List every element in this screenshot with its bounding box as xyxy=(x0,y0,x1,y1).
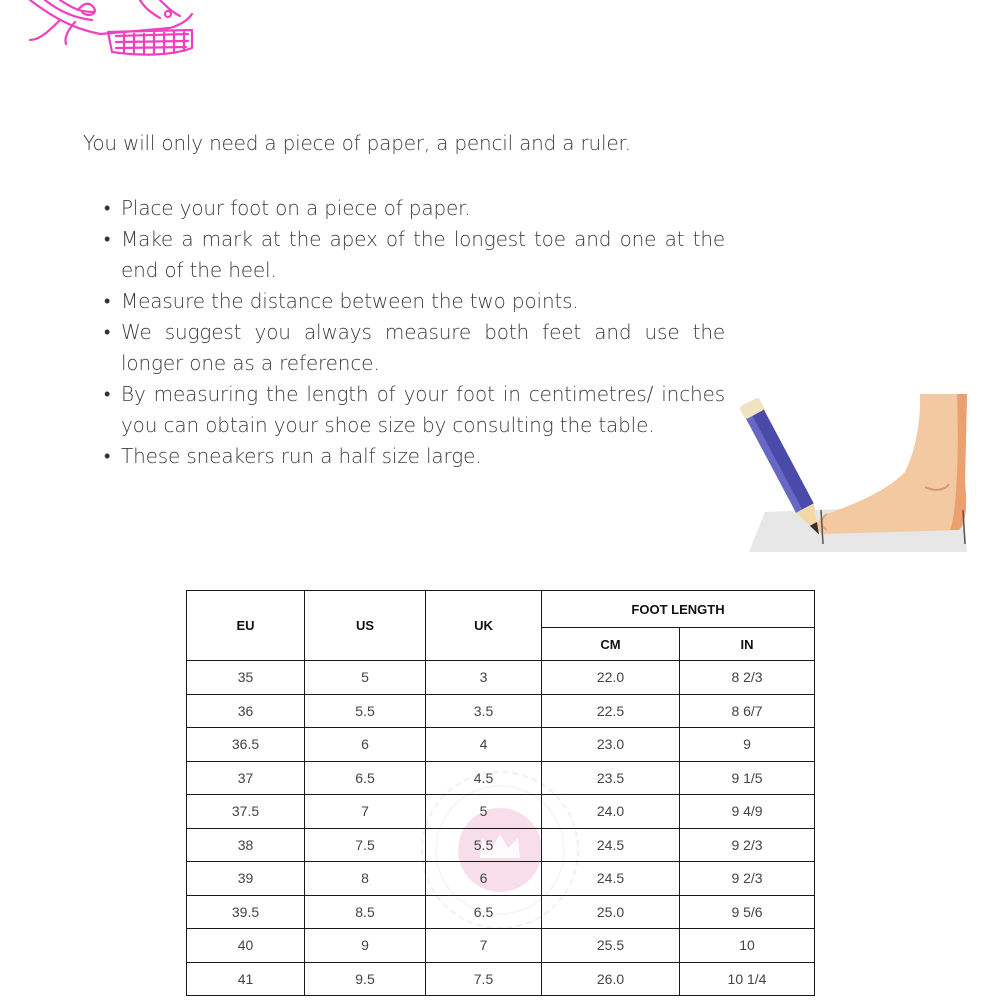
cell-uk: 3.5 xyxy=(426,694,542,728)
cell-uk: 4.5 xyxy=(426,761,542,795)
cell-in: 9 xyxy=(680,728,815,762)
cell-us: 8 xyxy=(305,862,426,896)
step-text: Make a mark at the apex of the longest toe and one at the end of the heel. xyxy=(121,227,725,282)
step-text: Place your foot on a piece of paper. xyxy=(121,196,471,220)
cell-us: 9 xyxy=(305,929,426,963)
table-row xyxy=(187,929,815,963)
header-in: IN xyxy=(680,628,815,661)
cell-eu: 39 xyxy=(187,862,305,896)
bullet-icon: • xyxy=(104,291,111,312)
list-item xyxy=(104,317,725,379)
cell-eu: 39.5 xyxy=(187,895,305,929)
list-item xyxy=(104,379,725,441)
cell-cm: 22.5 xyxy=(542,694,680,728)
header-foot-length: FOOT LENGTH xyxy=(542,591,815,628)
cell-eu: 36 xyxy=(187,694,305,728)
cell-cm: 24.0 xyxy=(542,795,680,829)
cell-in: 8 2/3 xyxy=(680,661,815,695)
cell-us: 5 xyxy=(305,661,426,695)
cell-uk: 6 xyxy=(426,862,542,896)
cell-eu: 41 xyxy=(187,962,305,996)
cell-in: 10 xyxy=(680,929,815,963)
cell-in: 9 1/5 xyxy=(680,761,815,795)
table-body xyxy=(187,661,815,996)
cell-cm: 26.0 xyxy=(542,962,680,996)
cell-cm: 25.0 xyxy=(542,895,680,929)
list-item xyxy=(104,441,725,472)
cell-in: 9 2/3 xyxy=(680,862,815,896)
table-row xyxy=(187,761,815,795)
cell-uk: 6.5 xyxy=(426,895,542,929)
table-row xyxy=(187,828,815,862)
bullet-icon: • xyxy=(104,322,111,343)
table-row xyxy=(187,862,815,896)
header-cm: CM xyxy=(542,628,680,661)
cell-in: 9 2/3 xyxy=(680,828,815,862)
cell-uk: 5.5 xyxy=(426,828,542,862)
size-chart-table xyxy=(186,590,815,996)
step-text: These sneakers run a half size large. xyxy=(121,444,482,468)
cell-eu: 38 xyxy=(187,828,305,862)
cell-cm: 22.0 xyxy=(542,661,680,695)
cell-uk: 5 xyxy=(426,795,542,829)
table-row xyxy=(187,661,815,695)
cell-us: 9.5 xyxy=(305,962,426,996)
foot-measure-illustration xyxy=(735,392,975,554)
cell-eu: 36.5 xyxy=(187,728,305,762)
step-text: By measuring the length of your foot in centimetres/ inches you can obtain your shoe size by consulting the table. xyxy=(121,382,725,437)
bullet-icon: • xyxy=(104,229,111,250)
bullet-icon: • xyxy=(104,198,111,219)
cell-eu: 37.5 xyxy=(187,795,305,829)
bullet-icon: • xyxy=(104,384,111,405)
cell-uk: 7.5 xyxy=(426,962,542,996)
cell-us: 5.5 xyxy=(305,694,426,728)
cell-cm: 23.0 xyxy=(542,728,680,762)
cell-us: 6.5 xyxy=(305,761,426,795)
cell-uk: 7 xyxy=(426,929,542,963)
cell-in: 10 1/4 xyxy=(680,962,815,996)
cell-eu: 35 xyxy=(187,661,305,695)
instruction-list xyxy=(103,193,725,472)
table-row xyxy=(187,728,815,762)
cell-cm: 25.5 xyxy=(542,929,680,963)
intro-text: You will only need a piece of paper, a pencil and a ruler. xyxy=(83,131,631,155)
header-uk: UK xyxy=(426,591,542,661)
cell-cm: 24.5 xyxy=(542,828,680,862)
cell-cm: 24.5 xyxy=(542,862,680,896)
cell-cm: 23.5 xyxy=(542,761,680,795)
step-text: We suggest you always measure both feet and use the longer one as a reference. xyxy=(121,320,725,375)
cell-us: 6 xyxy=(305,728,426,762)
header-eu: EU xyxy=(187,591,305,661)
table-row xyxy=(187,795,815,829)
header-us: US xyxy=(305,591,426,661)
cell-eu: 40 xyxy=(187,929,305,963)
cell-eu: 37 xyxy=(187,761,305,795)
cell-in: 9 5/6 xyxy=(680,895,815,929)
cell-us: 7 xyxy=(305,795,426,829)
sneaker-icon xyxy=(20,0,200,62)
cell-in: 9 4/9 xyxy=(680,795,815,829)
cell-uk: 3 xyxy=(426,661,542,695)
list-item xyxy=(104,193,725,224)
table-row xyxy=(187,962,815,996)
list-item xyxy=(104,224,725,286)
cell-uk: 4 xyxy=(426,728,542,762)
table-row xyxy=(187,895,815,929)
bullet-icon: • xyxy=(104,446,111,467)
cell-us: 7.5 xyxy=(305,828,426,862)
cell-us: 8.5 xyxy=(305,895,426,929)
cell-in: 8 6/7 xyxy=(680,694,815,728)
step-text: Measure the distance between the two points. xyxy=(121,289,579,313)
list-item xyxy=(104,286,725,317)
table-row xyxy=(187,694,815,728)
